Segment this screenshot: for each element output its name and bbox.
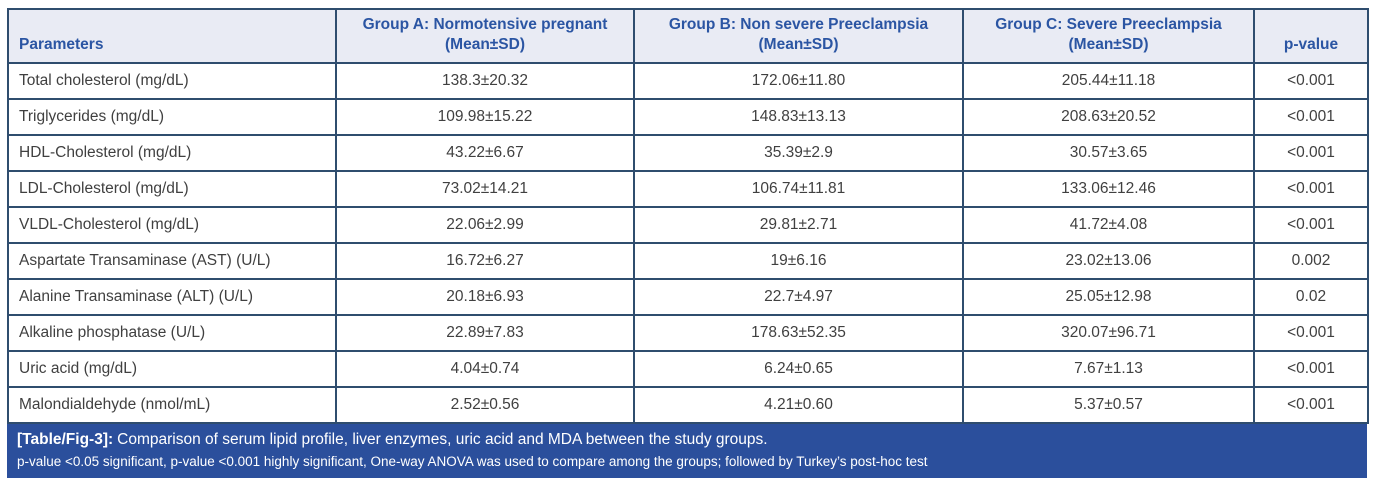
col-header-group-c bbox=[963, 9, 1254, 63]
p-value: 0.002 bbox=[1254, 243, 1368, 279]
col-header-subtitle: (Mean±SD) bbox=[445, 35, 525, 53]
group-b-value: 35.39±2.9 bbox=[634, 135, 963, 171]
group-a-value: 20.18±6.93 bbox=[336, 279, 634, 315]
group-b-value: 148.83±13.13 bbox=[634, 99, 963, 135]
group-a-value: 4.04±0.74 bbox=[336, 351, 634, 387]
parameter-name: Malondialdehyde (nmol/mL) bbox=[8, 387, 336, 423]
group-c-value: 23.02±13.06 bbox=[963, 243, 1254, 279]
table-row bbox=[8, 351, 1368, 387]
group-b-value: 106.74±11.81 bbox=[634, 171, 963, 207]
group-b-value: 4.21±0.60 bbox=[634, 387, 963, 423]
caption-title: Comparison of serum lipid profile, liver enzymes, uric acid and MDA between the study groups. bbox=[117, 431, 768, 448]
group-a-value: 2.52±0.56 bbox=[336, 387, 634, 423]
parameter-name: Total cholesterol (mg/dL) bbox=[8, 63, 336, 99]
table-row bbox=[8, 243, 1368, 279]
p-value: 0.02 bbox=[1254, 279, 1368, 315]
p-value: <0.001 bbox=[1254, 99, 1368, 135]
table-row bbox=[8, 279, 1368, 315]
col-header-parameters: Parameters bbox=[8, 9, 336, 63]
table-caption bbox=[7, 424, 1367, 478]
group-a-value: 43.22±6.67 bbox=[336, 135, 634, 171]
p-value: <0.001 bbox=[1254, 63, 1368, 99]
p-value: <0.001 bbox=[1254, 135, 1368, 171]
parameter-name: VLDL-Cholesterol (mg/dL) bbox=[8, 207, 336, 243]
col-header-title: Group C: Severe Preeclampsia bbox=[995, 16, 1222, 34]
table-row bbox=[8, 99, 1368, 135]
caption-note: p-value <0.05 significant, p-value <0.001 highly significant, One-way ANOVA was used to compare among the groups; followed by Turkey’s post-hoc test bbox=[17, 453, 928, 469]
table-fig-3 bbox=[7, 8, 1367, 478]
table-row bbox=[8, 315, 1368, 351]
p-value: <0.001 bbox=[1254, 315, 1368, 351]
p-value: <0.001 bbox=[1254, 207, 1368, 243]
p-value: <0.001 bbox=[1254, 171, 1368, 207]
caption-title-line bbox=[17, 430, 1355, 451]
results-table bbox=[7, 8, 1369, 424]
table-row bbox=[8, 171, 1368, 207]
group-b-value: 178.63±52.35 bbox=[634, 315, 963, 351]
group-c-value: 7.67±1.13 bbox=[963, 351, 1254, 387]
group-c-value: 41.72±4.08 bbox=[963, 207, 1254, 243]
group-c-value: 133.06±12.46 bbox=[963, 171, 1254, 207]
group-c-value: 208.63±20.52 bbox=[963, 99, 1254, 135]
col-header-subtitle: (Mean±SD) bbox=[758, 35, 839, 53]
group-a-value: 22.06±2.99 bbox=[336, 207, 634, 243]
group-b-value: 29.81±2.71 bbox=[634, 207, 963, 243]
p-value: <0.001 bbox=[1254, 351, 1368, 387]
group-a-value: 109.98±15.22 bbox=[336, 99, 634, 135]
table-row bbox=[8, 135, 1368, 171]
parameter-name: Alkaline phosphatase (U/L) bbox=[8, 315, 336, 351]
group-b-value: 22.7±4.97 bbox=[634, 279, 963, 315]
table-row bbox=[8, 207, 1368, 243]
group-b-value: 19±6.16 bbox=[634, 243, 963, 279]
group-c-value: 30.57±3.65 bbox=[963, 135, 1254, 171]
group-b-value: 6.24±0.65 bbox=[634, 351, 963, 387]
col-header-p-value: p-value bbox=[1254, 9, 1368, 63]
group-a-value: 22.89±7.83 bbox=[336, 315, 634, 351]
group-a-value: 16.72±6.27 bbox=[336, 243, 634, 279]
col-header-title: Group A: Normotensive pregnant bbox=[362, 16, 608, 34]
table-row bbox=[8, 387, 1368, 423]
caption-label: [Table/Fig-3]: bbox=[17, 431, 114, 448]
col-header-group-a bbox=[336, 9, 634, 63]
parameter-name: HDL-Cholesterol (mg/dL) bbox=[8, 135, 336, 171]
col-header-subtitle: (Mean±SD) bbox=[1068, 35, 1149, 53]
group-a-value: 138.3±20.32 bbox=[336, 63, 634, 99]
parameter-name: Uric acid (mg/dL) bbox=[8, 351, 336, 387]
parameter-name: Aspartate Transaminase (AST) (U/L) bbox=[8, 243, 336, 279]
parameter-name: LDL-Cholesterol (mg/dL) bbox=[8, 171, 336, 207]
group-c-value: 5.37±0.57 bbox=[963, 387, 1254, 423]
header-row bbox=[8, 9, 1368, 63]
group-c-value: 25.05±12.98 bbox=[963, 279, 1254, 315]
col-header-title: Group B: Non severe Preeclampsia bbox=[668, 16, 929, 34]
group-c-value: 320.07±96.71 bbox=[963, 315, 1254, 351]
parameter-name: Alanine Transaminase (ALT) (U/L) bbox=[8, 279, 336, 315]
table-row bbox=[8, 63, 1368, 99]
p-value: <0.001 bbox=[1254, 387, 1368, 423]
group-b-value: 172.06±11.80 bbox=[634, 63, 963, 99]
col-header-group-b bbox=[634, 9, 963, 63]
group-a-value: 73.02±14.21 bbox=[336, 171, 634, 207]
parameter-name: Triglycerides (mg/dL) bbox=[8, 99, 336, 135]
group-c-value: 205.44±11.18 bbox=[963, 63, 1254, 99]
